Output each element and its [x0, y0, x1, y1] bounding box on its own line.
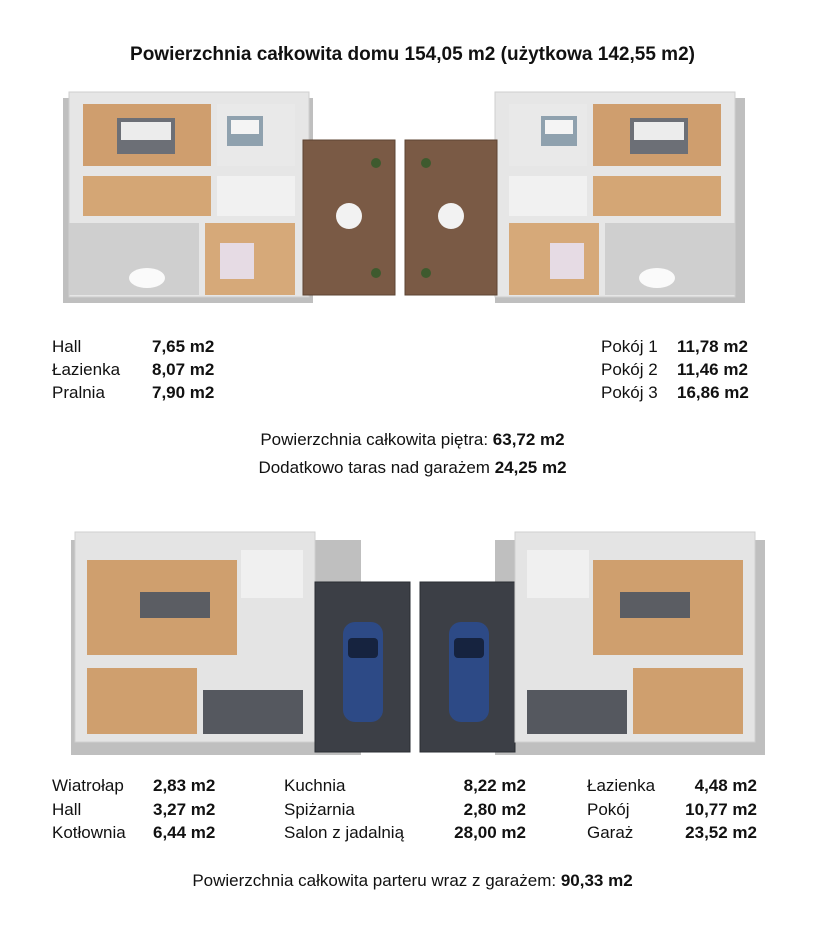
ground-room-garaz: Garaż 23,52 m2 — [587, 823, 757, 842]
ground-room-pokoj: Pokój 10,77 m2 — [587, 800, 757, 819]
upper-room-pokoj-3: Pokój 3 16,86 m2 — [601, 383, 749, 402]
ground-floor-plan — [65, 530, 775, 760]
ground-room-kuchnia: Kuchnia 8,22 m2 — [284, 776, 526, 795]
upper-room-hall: Hall 7,65 m2 — [52, 337, 215, 356]
ground-room-salon: Salon z jadalnią 28,00 m2 — [284, 823, 526, 842]
ground-room-lazienka: Łazienka 4,48 m2 — [587, 776, 757, 795]
ground-floor-total: Powierzchnia całkowita parteru wraz z garażem: 90,33 m2 — [192, 871, 633, 890]
ground-room-kotlownia: Kotłownia 6,44 m2 — [52, 823, 216, 842]
upper-floor-plan — [55, 88, 785, 308]
upper-floor-total: Powierzchnia całkowita piętra: 63,72 m2 — [260, 430, 565, 449]
upper-room-lazienka: Łazienka 8,07 m2 — [52, 360, 215, 379]
page-title: Powierzchnia całkowita domu 154,05 m2 (użytkowa 142,55 m2) — [130, 44, 695, 65]
ground-room-wiatrolap: Wiatrołap 2,83 m2 — [52, 776, 216, 795]
upper-room-pokoj-2: Pokój 2 11,46 m2 — [601, 360, 748, 379]
upper-room-pokoj-1: Pokój 1 11,78 m2 — [601, 337, 748, 356]
upper-room-pralnia: Pralnia 7,90 m2 — [52, 383, 215, 402]
terrace-area: Dodatkowo taras nad garażem 24,25 m2 — [258, 458, 567, 477]
ground-room-spizarnia: Spiżarnia 2,80 m2 — [284, 800, 526, 819]
ground-room-hall: Hall 3,27 m2 — [52, 800, 216, 819]
